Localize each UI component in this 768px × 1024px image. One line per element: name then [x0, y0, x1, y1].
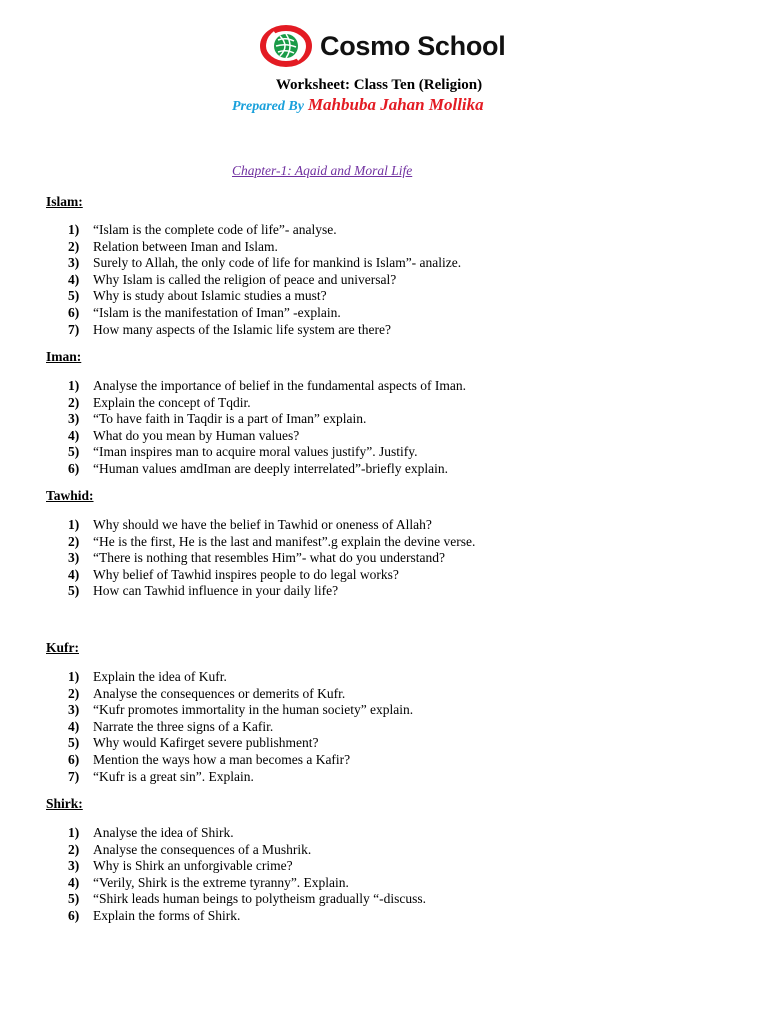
list-item [68, 395, 466, 412]
list-item [68, 411, 466, 428]
section-title-tawhid: Tawhid: [46, 488, 94, 503]
question-number: 1) [68, 517, 80, 532]
list-item [68, 891, 426, 908]
list-item [68, 567, 475, 584]
question-text: Explain the forms of Shirk. [93, 907, 241, 923]
list-item [68, 534, 475, 551]
list-item [68, 752, 413, 769]
question-number: 3) [68, 550, 80, 566]
school-name: Cosmo School [320, 30, 506, 61]
list-item [68, 255, 461, 272]
question-list-shirk [68, 825, 426, 925]
question-text: “To have faith in Taqdir is a part of Iman” explain. [93, 411, 367, 427]
question-text: “Islam is the manifestation of Iman” -explain. [93, 304, 341, 320]
list-item [68, 517, 475, 534]
question-text: Analyse the idea of Shirk. [93, 825, 234, 840]
question-text: How can Tawhid influence in your daily life? [93, 583, 339, 599]
question-text: “Human values amdIman are deeply interrelated”-briefly explain. [93, 460, 448, 476]
list-item [68, 735, 413, 752]
list-item [68, 305, 461, 322]
question-number: 7) [68, 321, 80, 337]
question-number: 4) [68, 874, 80, 890]
question-text: “Kufr promotes immortality in the human society” explain. [93, 702, 414, 718]
question-text: “Verily, Shirk is the extreme tyranny”. Explain. [93, 874, 349, 890]
question-text: Analyse the importance of belief in the fundamental aspects of Iman. [93, 378, 466, 393]
list-item [68, 378, 466, 395]
question-number: 1) [68, 669, 80, 684]
question-number: 2) [68, 394, 80, 410]
question-number: 5) [68, 583, 80, 599]
list-item [68, 686, 413, 703]
question-text: Explain the concept of Tqdir. [93, 394, 251, 410]
question-text: “Kufr is a great sin”. Explain. [93, 768, 254, 784]
question-text: Relation between Iman and Islam. [93, 238, 278, 254]
question-number: 7) [68, 768, 80, 784]
question-number: 6) [68, 460, 80, 476]
question-number: 5) [68, 735, 80, 751]
section-title-islam: Islam: [46, 194, 83, 209]
question-text: Mention the ways how a man becomes a Kafir? [93, 751, 351, 767]
list-item [68, 461, 466, 478]
question-text: Explain the idea of Kufr. [93, 669, 227, 684]
question-number: 4) [68, 271, 80, 287]
question-number: 1) [68, 825, 80, 840]
question-text: Why should we have the belief in Tawhid or oneness of Allah? [93, 517, 432, 532]
section-title-iman: Iman: [46, 349, 82, 364]
list-item [68, 239, 461, 256]
cosmo-school-logo-icon [258, 24, 314, 68]
question-number: 2) [68, 685, 80, 701]
question-number: 1) [68, 222, 80, 237]
question-number: 3) [68, 702, 80, 718]
school-header [258, 24, 505, 68]
question-number: 4) [68, 718, 80, 734]
question-text: Analyse the consequences of a Mushrik. [93, 841, 312, 857]
question-number: 3) [68, 411, 80, 427]
list-item [68, 719, 413, 736]
question-number: 5) [68, 891, 80, 907]
list-item [68, 842, 426, 859]
question-number: 3) [68, 858, 80, 874]
author-name: Mahbuba Jahan Mollika [307, 95, 484, 114]
list-item [68, 428, 466, 445]
question-text: Surely to Allah, the only code of life for mankind is Islam”- analize. [93, 255, 462, 271]
list-item [68, 222, 461, 239]
list-item [68, 858, 426, 875]
list-item [68, 875, 426, 892]
question-number: 5) [68, 288, 80, 304]
list-item [68, 702, 413, 719]
question-text: Why is study about Islamic studies a must? [93, 288, 327, 304]
question-list-kufr [68, 669, 413, 785]
list-item [68, 769, 413, 786]
question-text: Why belief of Tawhid inspires people to do legal works? [93, 566, 399, 582]
question-list-islam [68, 222, 461, 338]
question-number: 2) [68, 841, 80, 857]
question-number: 2) [68, 533, 80, 549]
question-number: 5) [68, 444, 80, 460]
question-text: Analyse the consequences or demerits of Kufr. [93, 685, 346, 701]
question-text: “There is nothing that resembles Him”- what do you understand? [93, 550, 446, 566]
question-list-iman [68, 378, 466, 478]
list-item [68, 272, 461, 289]
question-text: “Iman inspires man to acquire moral values justify”. Justify. [93, 444, 418, 460]
chapter-title: Chapter-1: Aqaid and Moral Life [232, 163, 413, 178]
question-number: 2) [68, 238, 80, 254]
list-item [68, 550, 475, 567]
worksheet-title-text: Worksheet: Class Ten (Religion) [275, 77, 483, 93]
section-title-shirk: Shirk: [46, 796, 83, 811]
question-text: How many aspects of the Islamic life system are there? [93, 321, 392, 337]
list-item [68, 288, 461, 305]
question-number: 4) [68, 427, 80, 443]
list-item [68, 583, 475, 600]
list-item [68, 444, 466, 461]
question-text: Narrate the three signs of a Kafir. [93, 718, 274, 734]
list-item [68, 908, 426, 925]
question-text: Why Islam is called the religion of peace and universal? [93, 271, 397, 287]
worksheet-title [0, 77, 768, 94]
question-number: 4) [68, 566, 80, 582]
list-item [68, 825, 426, 842]
question-text: “Shirk leads human beings to polytheism gradually “-discuss. [93, 891, 426, 907]
question-text: “He is the first, He is the last and manifest”.g explain the devine verse. [93, 533, 476, 549]
list-item [68, 322, 461, 339]
question-text: “Islam is the complete code of life”- analyse. [93, 222, 337, 237]
question-number: 1) [68, 378, 80, 393]
question-text: What do you mean by Human values? [93, 427, 300, 443]
question-text: Why is Shirk an unforgivable crime? [93, 858, 293, 874]
question-text: Why would Kafirget severe publishment? [93, 735, 319, 751]
question-number: 6) [68, 907, 80, 923]
prepared-by-label: Prepared By [232, 99, 304, 114]
question-number: 6) [68, 751, 80, 767]
question-number: 6) [68, 304, 80, 320]
question-number: 3) [68, 255, 80, 271]
section-title-kufr: Kufr: [46, 640, 79, 655]
prepared-by-line [232, 95, 484, 115]
question-list-tawhid [68, 517, 475, 600]
list-item [68, 669, 413, 686]
